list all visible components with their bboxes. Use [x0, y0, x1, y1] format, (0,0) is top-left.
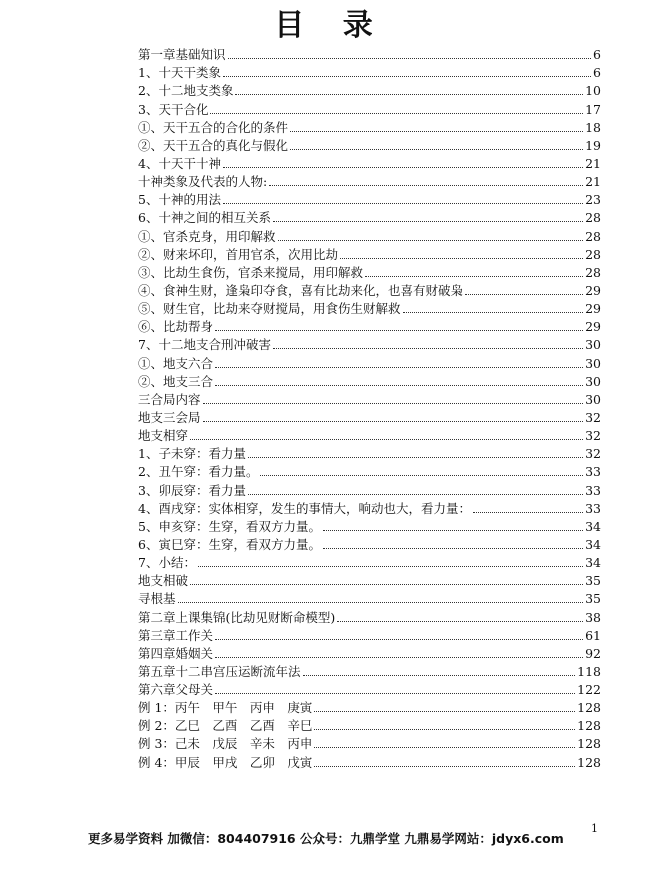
- toc-entry-page-number: 128: [577, 700, 601, 716]
- toc-entry-page-number: 34: [585, 518, 601, 534]
- toc-entry-label: 例 4：甲辰 甲戌 乙卯 戊寅: [138, 754, 313, 770]
- toc-entry[interactable]: [138, 626, 601, 644]
- toc-entry-label: 第六章父母关: [138, 682, 214, 698]
- toc-entry[interactable]: [138, 263, 601, 281]
- toc-entry-label: ②、财来坏印，首用官杀，次用比劫: [138, 246, 339, 262]
- toc-entry-page-number: 6: [593, 47, 601, 63]
- toc-dot-leader: [365, 276, 583, 277]
- toc-entry-label: 地支三会局: [138, 409, 201, 425]
- toc-entry-page-number: 92: [585, 645, 601, 661]
- toc-entry-label: ④、食神生财，逢枭印夺食，喜有比劫来化，也喜有财破枭: [138, 282, 464, 298]
- toc-entry[interactable]: [138, 462, 601, 480]
- toc-entry-page-number: 33: [585, 482, 601, 498]
- toc-entry-label: 1、子未穿：看力量: [138, 446, 246, 462]
- toc-entry-page-number: 19: [585, 137, 601, 153]
- toc-entry-page-number: 28: [585, 246, 601, 262]
- toc-entry-page-number: 122: [577, 682, 601, 698]
- toc-entry-page-number: 33: [585, 500, 601, 516]
- toc-dot-leader: [403, 312, 584, 313]
- toc-dot-leader: [223, 203, 583, 204]
- toc-dot-leader: [190, 439, 583, 440]
- toc-dot-leader: [290, 131, 583, 132]
- toc-entry[interactable]: [138, 372, 601, 390]
- toc-entry[interactable]: [138, 734, 601, 752]
- toc-entry-label: 例 1：丙午 甲午 丙申 庚寅: [138, 700, 313, 716]
- toc-entry[interactable]: [138, 535, 601, 553]
- toc-entry-label: 7、十二地支合刑冲破害: [138, 337, 271, 353]
- toc-dot-leader: [323, 530, 583, 531]
- toc-entry-label: 例 3：己未 戊辰 辛未 丙申: [138, 736, 313, 752]
- toc-entry-page-number: 30: [585, 337, 601, 353]
- toc-entry[interactable]: [138, 644, 601, 662]
- toc-dot-leader: [215, 693, 575, 694]
- toc-dot-leader: [198, 566, 583, 567]
- toc-dot-leader: [337, 621, 583, 622]
- toc-entry-page-number: 61: [585, 627, 601, 643]
- toc-dot-leader: [190, 584, 583, 585]
- toc-entry[interactable]: [138, 698, 601, 716]
- toc-entry-label: 6、十神之间的相互关系: [138, 210, 271, 226]
- toc-dot-leader: [340, 258, 583, 259]
- toc-entry-label: 4、十天干十神: [138, 155, 221, 171]
- toc-entry-page-number: 30: [585, 355, 601, 371]
- toc-dot-leader: [473, 512, 583, 513]
- toc-entry-label: 第二章上课集锦(比劫见财断命模型): [138, 609, 336, 625]
- table-of-contents: [138, 45, 601, 771]
- toc-entry[interactable]: [138, 299, 601, 317]
- toc-entry-label: 1、十天干类象: [138, 65, 221, 81]
- toc-entry[interactable]: [138, 172, 601, 190]
- toc-entry-label: 5、十神的用法: [138, 192, 221, 208]
- toc-entry[interactable]: [138, 499, 601, 517]
- toc-entry-page-number: 128: [577, 736, 601, 752]
- toc-dot-leader: [465, 294, 583, 295]
- toc-entry[interactable]: [138, 45, 601, 63]
- toc-entry-label: 7、小结：: [138, 555, 196, 571]
- toc-entry[interactable]: [138, 154, 601, 172]
- toc-dot-leader: [273, 348, 583, 349]
- page-number: 1: [591, 822, 598, 835]
- toc-entry-label: 第三章工作关: [138, 627, 214, 643]
- toc-entry-label: 寻根基: [138, 591, 176, 607]
- toc-dot-leader: [278, 240, 584, 241]
- toc-entry[interactable]: [138, 408, 601, 426]
- toc-dot-leader: [290, 149, 583, 150]
- toc-entry-label: 第四章婚姻关: [138, 645, 214, 661]
- toc-entry-page-number: 38: [585, 609, 601, 625]
- toc-entry[interactable]: [138, 571, 601, 589]
- toc-entry-label: 例 2：乙巳 乙酉 乙酉 辛巳: [138, 718, 313, 734]
- toc-entry[interactable]: [138, 281, 601, 299]
- toc-dot-leader: [269, 185, 583, 186]
- toc-entry[interactable]: [138, 226, 601, 244]
- toc-entry-page-number: 17: [585, 101, 601, 117]
- toc-entry-label: ⑤、财生官，比劫来夺财搅局，用食伤生财解救: [138, 301, 401, 317]
- toc-entry-page-number: 21: [585, 155, 601, 171]
- toc-entry-page-number: 32: [585, 409, 601, 425]
- toc-entry-label: ②、天干五合的真化与假化: [138, 137, 289, 153]
- toc-dot-leader: [223, 76, 591, 77]
- toc-dot-leader: [314, 729, 575, 730]
- toc-entry-label: ①、官杀克身，用印解救: [138, 228, 276, 244]
- toc-entry[interactable]: [138, 208, 601, 226]
- toc-dot-leader: [203, 421, 584, 422]
- toc-dot-leader: [273, 221, 583, 222]
- toc-entry-page-number: 21: [585, 174, 601, 190]
- toc-dot-leader: [228, 58, 592, 59]
- toc-entry[interactable]: [138, 589, 601, 607]
- toc-dot-leader: [203, 403, 584, 404]
- toc-entry[interactable]: [138, 752, 601, 770]
- toc-entry-page-number: 29: [585, 301, 601, 317]
- toc-dot-leader: [223, 167, 583, 168]
- toc-dot-leader: [248, 457, 583, 458]
- toc-entry[interactable]: [138, 81, 601, 99]
- toc-entry-label: ②、地支三合: [138, 373, 214, 389]
- toc-entry-page-number: 33: [585, 464, 601, 480]
- toc-entry[interactable]: [138, 607, 601, 625]
- toc-entry[interactable]: [138, 63, 601, 81]
- toc-entry[interactable]: [138, 390, 601, 408]
- toc-dot-leader: [248, 494, 583, 495]
- toc-entry-label: ①、天干五合的合化的条件: [138, 119, 289, 135]
- toc-dot-leader: [303, 675, 576, 676]
- toc-entry-page-number: 34: [585, 536, 601, 552]
- toc-dot-leader: [314, 766, 575, 767]
- toc-entry[interactable]: [138, 680, 601, 698]
- toc-entry-label: 地支相破: [138, 573, 189, 589]
- toc-entry-label: 5、申亥穿：生穿，看双方力量。: [138, 518, 321, 534]
- toc-entry-label: 2、十二地支类象: [138, 83, 234, 99]
- toc-entry-page-number: 29: [585, 319, 601, 335]
- toc-entry[interactable]: [138, 190, 601, 208]
- toc-entry-label: 2、丑午穿：看力量。: [138, 464, 259, 480]
- toc-entry-page-number: 28: [585, 210, 601, 226]
- toc-dot-leader: [178, 602, 584, 603]
- toc-dot-leader: [323, 548, 583, 549]
- toc-entry-page-number: 29: [585, 282, 601, 298]
- toc-dot-leader: [260, 475, 583, 476]
- toc-entry-page-number: 128: [577, 718, 601, 734]
- toc-dot-leader: [314, 711, 575, 712]
- toc-dot-leader: [210, 113, 583, 114]
- toc-entry-label: 3、卯辰穿：看力量: [138, 482, 246, 498]
- toc-entry-label: ③、比劫生食伤，官杀来搅局，用印解救: [138, 264, 364, 280]
- toc-entry-label: 6、寅巳穿：生穿，看双方力量。: [138, 536, 321, 552]
- toc-entry[interactable]: [138, 517, 601, 535]
- toc-entry-page-number: 35: [585, 573, 601, 589]
- toc-entry[interactable]: [138, 662, 601, 680]
- toc-entry[interactable]: [138, 480, 601, 498]
- toc-entry-page-number: 32: [585, 446, 601, 462]
- toc-entry-page-number: 6: [593, 65, 601, 81]
- toc-entry-page-number: 30: [585, 373, 601, 389]
- toc-entry[interactable]: [138, 444, 601, 462]
- toc-entry-page-number: 28: [585, 264, 601, 280]
- toc-entry-label: 3、天干合化: [138, 101, 209, 117]
- toc-entry[interactable]: [138, 426, 601, 444]
- toc-entry-page-number: 28: [585, 228, 601, 244]
- toc-dot-leader: [215, 657, 583, 658]
- toc-entry-label: 地支相穿: [138, 428, 189, 444]
- toc-entry[interactable]: [138, 716, 601, 734]
- toc-entry[interactable]: [138, 136, 601, 154]
- toc-entry-page-number: 34: [585, 555, 601, 571]
- toc-entry-label: 三合局内容: [138, 391, 201, 407]
- toc-entry-page-number: 23: [585, 192, 601, 208]
- toc-entry-page-number: 30: [585, 391, 601, 407]
- toc-entry-page-number: 32: [585, 428, 601, 444]
- toc-entry-page-number: 18: [585, 119, 601, 135]
- toc-entry-label: 第一章基础知识: [138, 47, 226, 63]
- toc-entry-label: 十神类象及代表的人物:: [138, 174, 268, 190]
- toc-entry-page-number: 118: [577, 663, 601, 679]
- toc-entry-page-number: 35: [585, 591, 601, 607]
- toc-entry-label: ⑥、比劫帮身: [138, 319, 214, 335]
- toc-entry[interactable]: [138, 118, 601, 136]
- toc-entry[interactable]: [138, 99, 601, 117]
- page-title: 目 录: [274, 8, 387, 43]
- footer-contact-line: 更多易学资料 加微信：804407916 公众号：九鼎学堂 九鼎易学网站：jdyx6.com: [88, 831, 564, 846]
- toc-entry[interactable]: [138, 245, 601, 263]
- toc-dot-leader: [235, 94, 583, 95]
- toc-dot-leader: [215, 385, 583, 386]
- toc-dot-leader: [215, 330, 583, 331]
- toc-entry-label: ①、地支六合: [138, 355, 214, 371]
- toc-entry-page-number: 128: [577, 754, 601, 770]
- toc-dot-leader: [215, 367, 583, 368]
- toc-entry[interactable]: [138, 353, 601, 371]
- toc-entry-label: 4、酉戌穿：实体相穿，发生的事情大，响动也大，看力量：: [138, 500, 471, 516]
- toc-dot-leader: [215, 639, 583, 640]
- toc-dot-leader: [314, 747, 575, 748]
- toc-entry-label: 第五章十二串宫压运断流年法: [138, 663, 301, 679]
- toc-entry[interactable]: [138, 335, 601, 353]
- toc-entry[interactable]: [138, 317, 601, 335]
- toc-entry[interactable]: [138, 553, 601, 571]
- toc-entry-page-number: 10: [585, 83, 601, 99]
